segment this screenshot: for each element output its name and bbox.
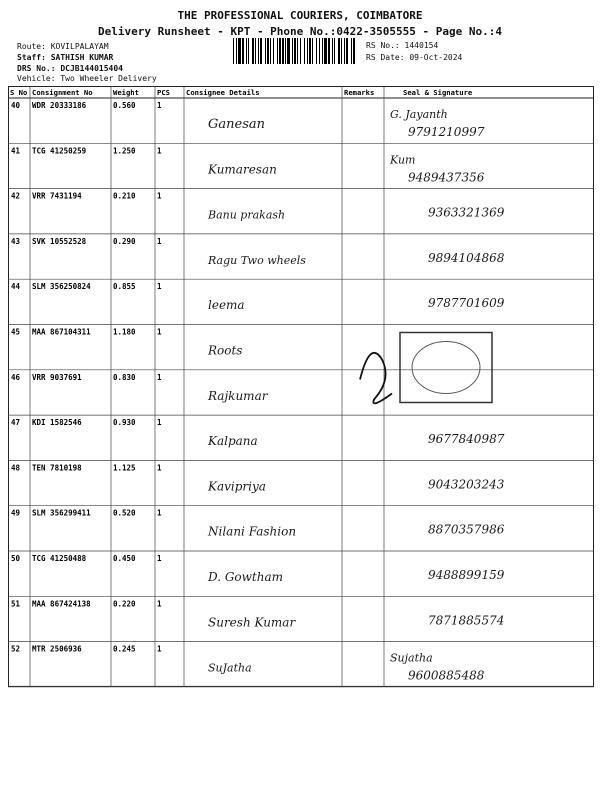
rs-no-line — [366, 41, 438, 50]
row-pcs: 1 — [157, 554, 162, 563]
row-phone: 9043203243 — [428, 477, 505, 492]
row-sno: 41 — [11, 146, 21, 156]
row-pcs: 1 — [157, 372, 162, 382]
column-header: Consignment No — [32, 88, 93, 97]
row-consignee-name: Suresh Kumar — [208, 615, 296, 630]
row-sno: 49 — [11, 508, 21, 518]
row-weight: 0.220 — [113, 599, 136, 609]
drs-value: DCJB144015404 — [60, 64, 123, 73]
barcode-bar — [294, 38, 296, 64]
barcode-bar — [332, 38, 333, 64]
route-value: KOVILPALAYAM — [50, 42, 109, 51]
barcode-bar — [265, 38, 266, 64]
row-consignee-name: Ragu Two wheels — [208, 253, 306, 267]
row-pcs: 1 — [157, 644, 162, 654]
table-row — [11, 373, 269, 403]
row-sno: 43 — [11, 236, 21, 246]
row-sno: 51 — [11, 599, 21, 609]
barcode-bar — [324, 38, 327, 64]
table-row — [11, 463, 505, 493]
row-phone: 9363321369 — [428, 205, 505, 220]
row-weight: 0.210 — [113, 191, 136, 201]
rs-no-label: RS No.: — [366, 41, 400, 50]
column-header: Consignee Details — [186, 88, 260, 97]
company-stamp — [360, 333, 492, 404]
column-header: S No — [10, 88, 28, 97]
stamp-frame — [400, 333, 492, 403]
barcode-bar — [255, 38, 256, 64]
row-weight: 0.520 — [113, 508, 136, 518]
barcode-bar — [307, 38, 308, 64]
row-phone: 9787701609 — [428, 296, 505, 311]
table-row — [11, 418, 505, 448]
table-row — [11, 599, 504, 629]
row-consignment: MAA 867424138 — [32, 599, 91, 609]
row-pcs: 1 — [157, 418, 162, 428]
row-consignment: TEN 7810198 — [32, 463, 82, 473]
row-pcs: 1 — [157, 236, 162, 246]
row-weight: 0.930 — [113, 418, 136, 428]
column-header: Weight — [113, 88, 139, 97]
rs-date-label: RS Date: — [366, 53, 405, 62]
rs-date-value: 09-Oct-2024 — [409, 53, 463, 62]
row-signature: Kum — [390, 153, 416, 167]
vehicle-line — [17, 74, 157, 83]
row-sno: 45 — [11, 327, 21, 337]
table-row — [11, 328, 242, 358]
barcode-bar — [233, 38, 234, 64]
row-consignment: TCG 41250488 — [32, 554, 87, 563]
row-consignee-name: Roots — [208, 343, 243, 358]
barcode-bar — [297, 38, 298, 64]
barcode-bar — [322, 38, 323, 64]
row-pcs: 1 — [157, 146, 162, 156]
row-consignment: SLM 356299411 — [32, 508, 91, 518]
row-consignee-name: SuJatha — [208, 661, 252, 675]
column-header: PCS — [157, 88, 170, 97]
barcode-bar — [248, 38, 249, 64]
drs-label: DRS No.: — [17, 64, 56, 73]
row-weight: 0.245 — [113, 644, 136, 654]
row-sno: 50 — [11, 554, 21, 563]
row-consignee-name: Kumaresan — [208, 162, 277, 177]
table-row — [11, 554, 505, 584]
route-label: Route: — [17, 42, 46, 51]
barcode-bar — [353, 38, 355, 64]
barcode-bar — [334, 38, 335, 64]
row-weight: 0.450 — [113, 554, 136, 563]
row-phone: 8870357986 — [428, 522, 505, 537]
staff-label: Staff: — [17, 53, 46, 62]
barcode-bar — [309, 38, 311, 64]
row-consignment: SLM 356250824 — [32, 282, 91, 292]
barcode-bar — [246, 38, 247, 64]
row-weight: 0.830 — [113, 372, 136, 382]
row-sno: 42 — [11, 191, 21, 201]
barcode-bar — [292, 38, 293, 64]
row-phone: 9488899159 — [428, 568, 505, 582]
row-sno: 47 — [11, 418, 21, 428]
row-phone: 7871885574 — [428, 613, 505, 628]
barcode-bar — [328, 38, 330, 64]
barcode-bar — [279, 38, 281, 64]
table-row — [11, 645, 485, 683]
row-consignment: MAA 867104311 — [32, 327, 91, 337]
row-pcs: 1 — [157, 599, 162, 609]
barcode-bar — [258, 38, 259, 64]
barcode-bar — [300, 38, 301, 64]
row-consignment: VRR 9037691 — [32, 372, 82, 382]
row-sno: 48 — [11, 463, 21, 473]
row-pcs: 1 — [157, 282, 162, 292]
row-weight: 1.250 — [113, 146, 136, 156]
table-row — [11, 509, 505, 539]
row-consignment: VRR 7431194 — [32, 191, 82, 201]
barcode-bar — [341, 38, 342, 64]
stamp-scribble — [360, 353, 392, 404]
row-consignee-name: Ganesan — [208, 117, 265, 132]
barcode-bar — [242, 38, 244, 64]
row-weight: 0.560 — [113, 101, 136, 110]
row-pcs: 1 — [157, 191, 162, 201]
runsheet-subtitle: Delivery Runsheet - KPT - Phone No.:0422-3505555 - Page No.:4 — [98, 25, 502, 38]
barcode-bar — [351, 38, 352, 64]
row-consignment: SVK 10552528 — [32, 236, 87, 246]
row-consignee-name: Kavipriya — [208, 479, 266, 494]
row-consignment: KDI 1582546 — [32, 418, 82, 428]
table-row — [11, 237, 505, 267]
row-sno: 40 — [11, 101, 21, 110]
runsheet-table — [8, 86, 594, 683]
company-title: THE PROFESSIONAL COURIERS, COIMBATORE — [177, 9, 423, 22]
barcode-bar — [312, 38, 313, 64]
rs-date-line — [366, 53, 462, 62]
barcode-bar — [252, 38, 254, 64]
barcode-bar — [236, 38, 237, 64]
row-phone: 9489437356 — [408, 170, 485, 185]
barcode-bar — [287, 38, 290, 64]
row-consignee-name: D. Gowtham — [208, 570, 283, 584]
row-phone: 9677840987 — [428, 432, 505, 447]
row-sno: 44 — [11, 282, 21, 292]
barcode-bar — [316, 38, 317, 64]
row-consignee-name: Kalpana — [208, 434, 258, 449]
barcode-bar — [270, 38, 271, 64]
row-signature: Sujatha — [390, 651, 433, 665]
row-weight: 1.180 — [113, 327, 136, 337]
row-consignee-name: Rajkumar — [208, 388, 268, 403]
staff-line — [17, 53, 113, 62]
staff-value: SATHISH KUMAR — [50, 53, 114, 62]
barcode-bar — [282, 38, 284, 64]
row-weight: 0.855 — [113, 282, 136, 292]
barcode-bar — [344, 38, 345, 64]
route-line — [17, 42, 109, 51]
row-consignment: WDR 20333186 — [32, 101, 87, 110]
barcode-image — [233, 38, 355, 64]
barcode-bar — [267, 38, 269, 64]
barcode-bar — [238, 38, 241, 64]
barcode-bar — [260, 38, 262, 64]
row-consignment: TCG 41250259 — [32, 146, 87, 156]
table-row — [11, 101, 485, 139]
barcode-bar — [304, 38, 305, 64]
row-phone: 9791210997 — [408, 125, 485, 139]
row-weight: 0.290 — [113, 236, 136, 246]
vehicle-label: Vehicle: — [17, 74, 56, 83]
barcode-bar — [346, 38, 348, 64]
row-sno: 52 — [11, 644, 21, 654]
stamp-circle — [412, 342, 480, 394]
column-header: Seal & Signature — [403, 88, 473, 97]
row-consignee-name: Nilani Fashion — [208, 524, 297, 539]
row-pcs: 1 — [157, 101, 162, 110]
barcode-bar — [277, 38, 278, 64]
barcode-bar — [273, 38, 274, 64]
row-pcs: 1 — [157, 327, 162, 337]
row-pcs: 1 — [157, 463, 162, 473]
row-consignment: MTR 2506936 — [32, 644, 82, 654]
drs-line — [17, 64, 123, 73]
row-weight: 1.125 — [113, 463, 136, 473]
row-sno: 46 — [11, 372, 21, 382]
table-row — [11, 282, 505, 312]
row-phone: 9894104868 — [428, 250, 505, 265]
row-pcs: 1 — [157, 508, 162, 518]
column-header: Remarks — [344, 88, 375, 97]
table-row — [11, 192, 505, 222]
vehicle-value: Two Wheeler Delivery — [60, 74, 157, 83]
row-consignee-name: leema — [208, 298, 245, 313]
rs-no-value: 1440154 — [404, 41, 439, 50]
row-phone: 9600885488 — [408, 668, 485, 683]
row-signature: G. Jayanth — [390, 108, 448, 121]
barcode-bar — [285, 38, 286, 64]
row-consignee-name: Banu prakash — [208, 208, 286, 222]
barcode-bar — [338, 38, 340, 64]
barcode-bar — [319, 38, 320, 64]
table-row — [11, 146, 485, 184]
